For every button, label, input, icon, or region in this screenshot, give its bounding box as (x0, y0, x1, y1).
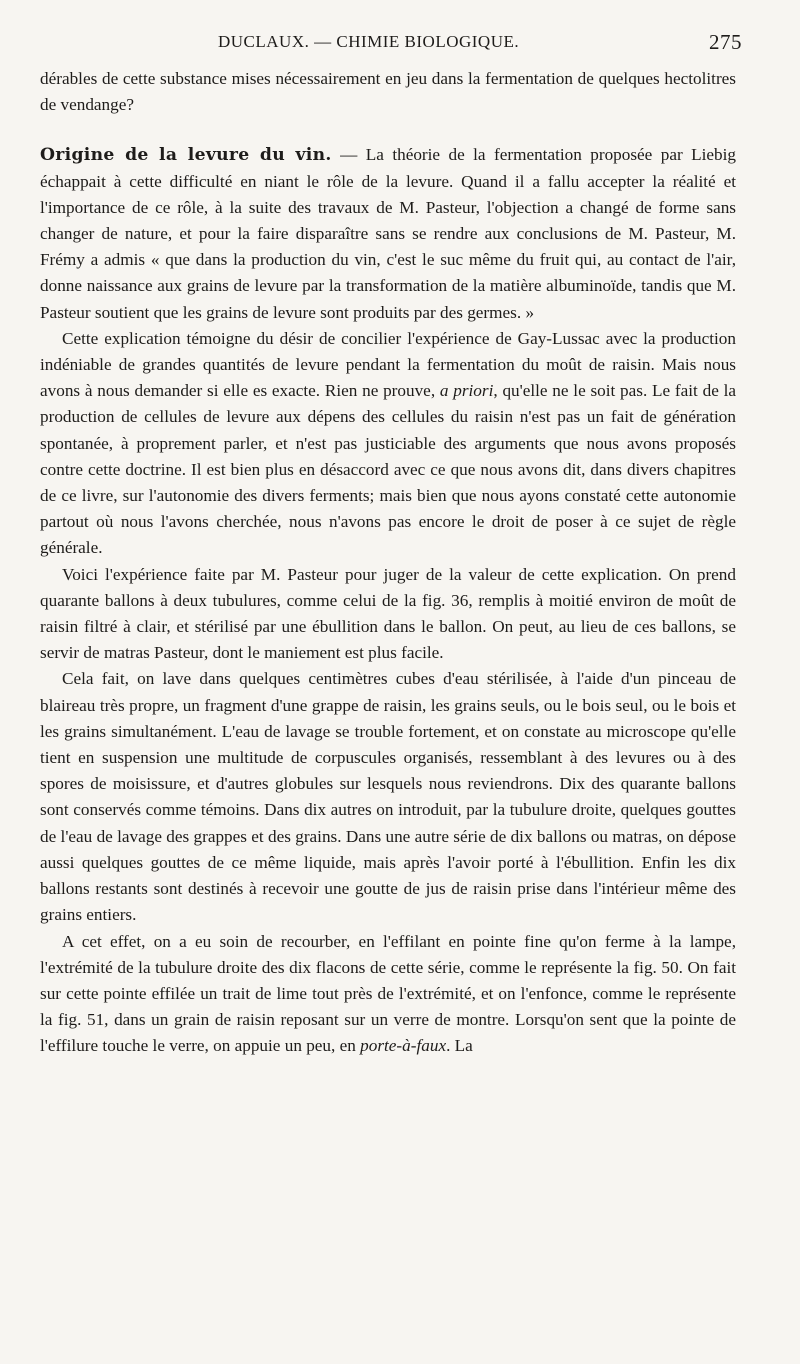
paragraph-lavage (40, 666, 736, 928)
paragraph-explication-text-a: Cette explication témoigne du désir de concilier l'expérience de Gay-Lussac avec la production indéniable de grandes quantités de levure pendant la fermentation du moût de raisin. Mais nous avons à nous demander si elle es exacte. Rien ne prouve, (40, 328, 736, 401)
paragraph-explication-italic: a priori (439, 381, 494, 401)
section-text: — La théorie de la fermentation proposée par Liebig échappait à cette difficulté en niant le rôle de la levure. Quand il a fallu accepter la réalité et l'importance de ce rôle, à la suite des travaux de M. Pasteur, l'objection a changé de forme sans changer de nature, et pour la faire disparaître sans se rendre aux conclusions de M. Pasteur, M. Frémy a admis « que dans la production du vin, c'est le suc même du fruit qui, au contact de l'air, donne naissance aux grains de levure par la transformation de la matière albuminoïde, tandis que M. Pasteur soutient que les grains de levure sont produits par des germes. » (40, 145, 737, 322)
paragraph-lavage-text: Cela fait, on lave dans quelques centimètres cubes d'eau stérilisée, à l'aide d'un pinceau de blaireau très propre, un fragment d'une grappe de raisin, les grains seuls, ou le bois seul, ou le bois et les grains simultanément. L'eau de lavage se trouble fortement, et on constate au microscope qu'elle tient en suspension une multitude de corpuscules organisés, ressemblant à des levures ou à des spores de moisissure, et d'autres globules sur lesquels nous reviendrons. Dix des quarante ballons sont conservés comme témoins. Dans dix autres on introduit, par la tubulure droite, quelques gouttes de l'eau de lavage des grappes et des grains. Dans une autre série de dix ballons ou matras, on dépose aussi quelques gouttes de ce même liquide, mais après l'avoir porté à l'ébullition. Enfin les dix ballons restants sont destinés à recevoir une goutte de jus de raisin prise dans l'intérieur même des grains entiers. (40, 669, 736, 925)
intro-paragraph (40, 66, 736, 118)
paragraph-effilure-italic: porte-à-faux (360, 1036, 447, 1056)
section-paragraph (40, 142, 736, 325)
paragraph-experience-text: Voici l'expérience faite par M. Pasteur pour juger de la valeur de cette explication. On prend quarante ballons à deux tubulures, comme celui de la fig. 36, remplis à moitié environ de moût de raisin filtré à clair, et stérilisé par une ébullition dans le ballon. On peut, au lieu de ces ballons, se servir de matras Pasteur, dont le maniement est plus facile. (40, 564, 736, 663)
paragraph-effilure-text-a: A cet effet, on a eu soin de recourber, en l'effilant en pointe fine qu'on ferme à la lampe, l'extrémité de la tubulure droite des dix flacons de cette série, comme le représente la fig. 50. On fait sur cette pointe effilée un trait de lime tout près de l'extrémité, et on l'enfonce, comme le représente la fig. 51, dans un grain de raisin reposant sur un verre de montre. Lorsqu'on sent que la pointe de l'effilure touche le verre, on appuie un peu, en (40, 931, 736, 1056)
paragraph-explication (40, 326, 736, 562)
intro-text: dérables de cette substance mises nécessairement en jeu dans la fermentation de quelques hectolitres de vendange? (40, 69, 736, 115)
running-head: DUCLAUX. — CHIMIE BIOLOGIQUE. (218, 32, 520, 51)
page-header (40, 30, 740, 56)
paragraph-explication-text-b: , qu'elle ne le soit pas. Le fait de la production de cellules de levure aux dépens des cellules du raisin n'est pas un fait de génération spontanée, à proprement parler, et n'est pas justiciable des arguments que nous avons proposés contre cette doctrine. Il est bien plus en désaccord avec ce que nous avons dit, dans divers chapitres de ce livre, sur l'autonomie des divers ferments; mais bien que nous ayons constaté cette autonomie partout où nous l'avons cherchée, nous n'avons pas encore le droit de poser à ce sujet de règle générale. (40, 381, 736, 558)
section-title: Origine de la levure du vin. (40, 145, 332, 166)
page-number: 275 (709, 30, 742, 54)
paragraph-experience (40, 562, 736, 667)
body-text (40, 66, 736, 1060)
paragraph-effilure (40, 929, 736, 1060)
section-gap (40, 118, 736, 142)
paragraph-effilure-text-b: . La (446, 1036, 473, 1056)
